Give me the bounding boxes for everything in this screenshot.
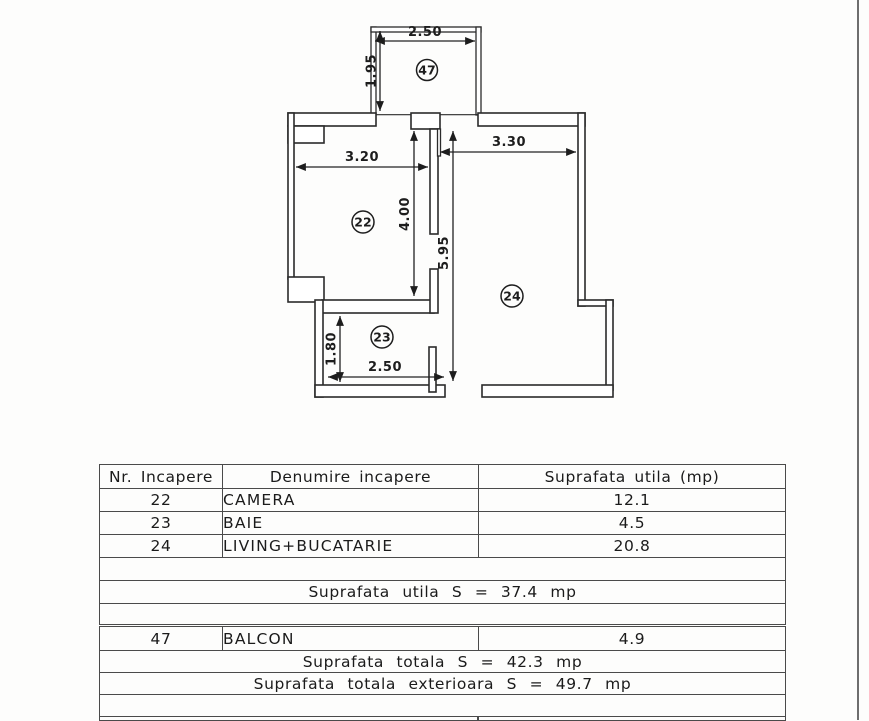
table-row (100, 489, 786, 512)
dim-label: 2.50 (407, 25, 443, 40)
cell-area: 4.9 (479, 626, 786, 651)
areas-table (99, 464, 786, 721)
cell-name: LIVING+BUCATARIE (223, 535, 479, 558)
table-header-row (100, 465, 786, 489)
room-label-living (501, 285, 523, 307)
wall-segment (578, 113, 585, 306)
wall-segment (288, 277, 324, 302)
header-nr-incapere: Nr. Incapere (100, 465, 223, 489)
header-denumire: Denumire incapere (223, 465, 479, 489)
summary-utila-row (100, 581, 786, 604)
cell-nr: 23 (100, 512, 223, 535)
table-row (100, 512, 786, 535)
room-label-camera (352, 211, 374, 233)
dim-baie-depth (325, 316, 341, 382)
room-number: 47 (418, 62, 436, 78)
dim-label: 4.00 (398, 196, 413, 232)
balcony-row (100, 626, 786, 651)
cell-name: CAMERA (223, 489, 479, 512)
wall-segment (288, 113, 294, 279)
cell-nr: 47 (100, 626, 223, 651)
empty-cell (100, 695, 786, 717)
wall-segment (606, 300, 613, 390)
cell-area: 20.8 (479, 535, 786, 558)
summary-utila: Suprafata utila S = 37.4 mp (100, 581, 786, 604)
room-number: 24 (503, 288, 521, 304)
summary-totala-row (100, 651, 786, 673)
cell-name: BALCON (223, 626, 479, 651)
cell-area: 4.5 (479, 512, 786, 535)
wall-segment (411, 113, 440, 129)
empty-row (100, 604, 786, 626)
empty-cell (100, 558, 786, 581)
dim-baie-width (328, 360, 444, 377)
empty-row (100, 558, 786, 581)
empty-row (100, 695, 786, 717)
room-number: 23 (373, 329, 391, 345)
wall-segment (478, 113, 585, 126)
cell-name: BAIE (223, 512, 479, 535)
dim-label: 1.95 (364, 53, 380, 89)
cell-area: 12.1 (479, 489, 786, 512)
dim-label: 5.95 (437, 235, 452, 271)
summary-exterioara-row (100, 673, 786, 695)
dim-label: 1.80 (324, 331, 340, 367)
wall-segment (315, 300, 323, 397)
cell-nr: 22 (100, 489, 223, 512)
cell-nr: 24 (100, 535, 223, 558)
summary-exterioara: Suprafata totala exterioara S = 49.7 mp (100, 673, 786, 695)
room-number: 22 (354, 214, 372, 230)
wall-segment (476, 27, 481, 115)
wall-segment (482, 385, 613, 397)
dim-living-width (440, 135, 576, 152)
room-label-baie (371, 326, 393, 348)
wall-segment (429, 347, 436, 392)
summary-totala: Suprafata totala S = 42.3 mp (100, 651, 786, 673)
empty-cell (100, 604, 786, 626)
page-border (857, 0, 859, 720)
dim-camera-depth (398, 131, 414, 296)
wall-segment (430, 129, 438, 234)
table-row (100, 535, 786, 558)
wall-segment (430, 269, 438, 313)
wall-segment (322, 300, 434, 313)
header-suprafata: Suprafata utila (mp) (479, 465, 786, 489)
dim-label: 2.50 (367, 360, 403, 375)
dim-camera-width (296, 150, 428, 167)
room-label-balcony (417, 60, 438, 81)
wall-segment (288, 113, 376, 126)
dim-label: 3.30 (491, 135, 527, 150)
wall-segment (315, 385, 445, 397)
dim-unit-depth (437, 131, 453, 381)
dim-label: 3.20 (344, 150, 380, 165)
